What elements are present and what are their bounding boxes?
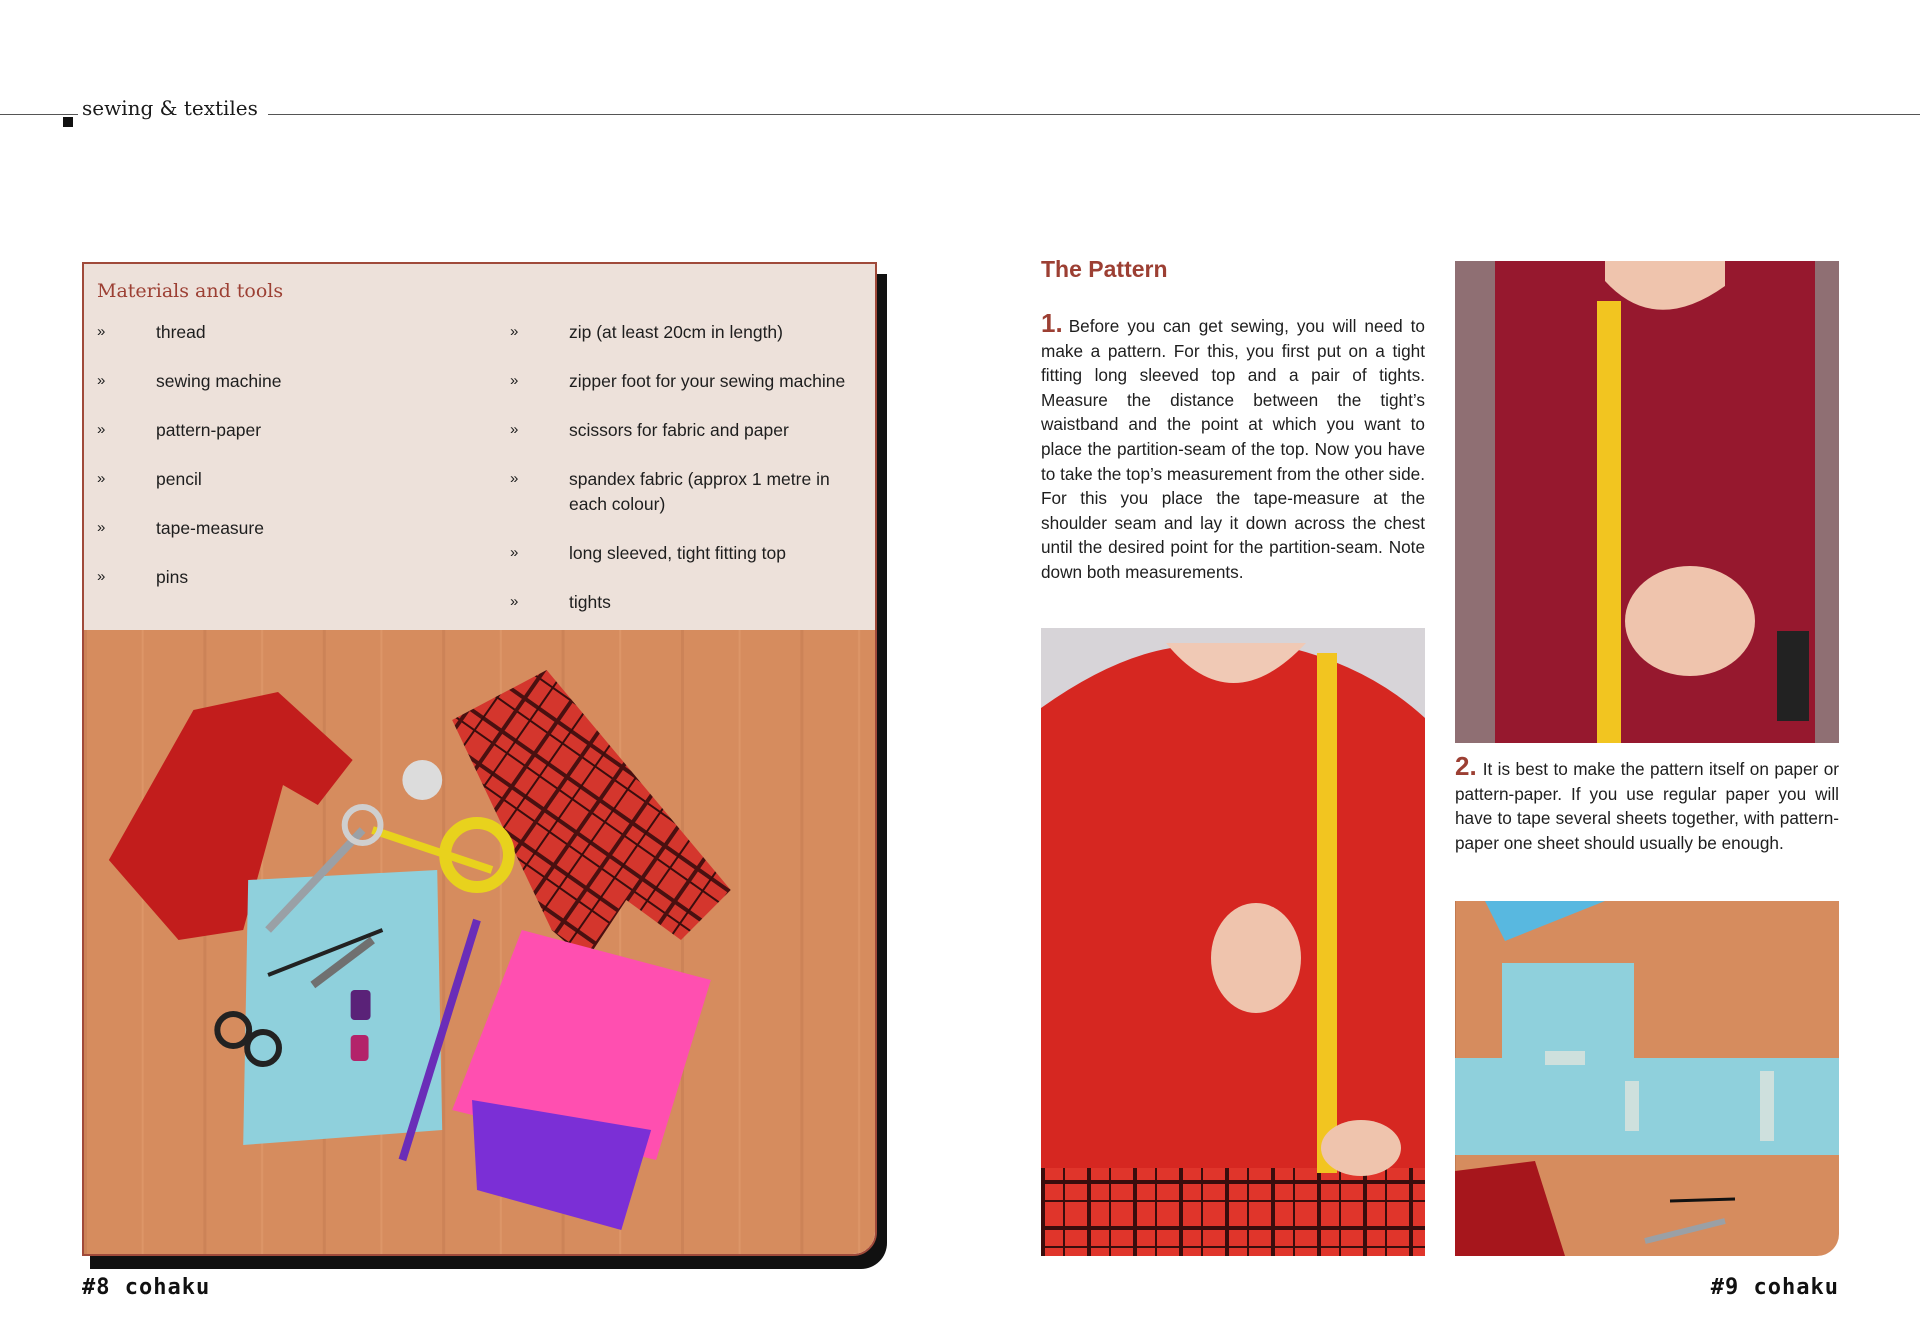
list-item-label: pattern-paper <box>156 420 262 440</box>
page-number-left: #8 cohaku <box>82 1275 211 1300</box>
bullet-icon: » <box>510 323 519 340</box>
header-marker <box>63 117 73 127</box>
step-1-paragraph <box>1041 308 1425 585</box>
list-item <box>510 467 870 516</box>
step-number: 2. <box>1455 751 1477 781</box>
list-item <box>97 369 487 394</box>
list-item-label: long sleeved, tight fitting top <box>569 542 786 563</box>
list-item <box>97 418 487 443</box>
header-rule <box>0 114 1920 115</box>
list-item <box>510 541 870 566</box>
tools-photo <box>84 630 875 1256</box>
materials-box <box>84 264 875 630</box>
list-item <box>510 418 870 443</box>
materials-title: Materials and tools <box>97 280 284 302</box>
list-item-label: pins <box>156 567 189 587</box>
list-item <box>97 516 487 541</box>
page-number-right: #9 cohaku <box>1710 1275 1839 1300</box>
list-item <box>510 369 870 394</box>
materials-card <box>82 262 877 1256</box>
bullet-icon: » <box>510 543 519 561</box>
bullet-icon: » <box>510 470 519 487</box>
bullet-icon: » <box>510 421 519 438</box>
bullet-icon: » <box>97 323 106 340</box>
bullet-icon: » <box>97 470 106 487</box>
list-item <box>97 467 487 492</box>
bullet-icon: » <box>510 592 519 610</box>
step-2-paragraph <box>1455 751 1839 855</box>
pattern-paper-photo <box>1455 901 1839 1256</box>
materials-list-right <box>510 320 870 639</box>
step-text: It is best to make the pattern itself on paper or pattern-paper. If you use regular paper you will have to tape several sheets together, with pattern-paper one sheet should usually be enough. <box>1455 759 1839 853</box>
section-label: sewing & textiles <box>78 95 268 121</box>
measuring-photo-front <box>1041 628 1425 1256</box>
step-text: Before you can get sewing, you will need to make a pattern. For this, you first put on a tight fitting long sleeved top and a pair of tights. Measure the distance between the tight’s waistband and the point at which you want to place the partition-seam of the top. Now you have to take the top’s measurement from the other side. For this you place the tape-measure at the shoulder seam and lay it down across the chest until the desired point for the partition-seam. Note down both measurements. <box>1041 316 1425 582</box>
list-item <box>510 320 870 345</box>
materials-list-left <box>97 320 487 614</box>
list-item-label: tights <box>569 591 611 612</box>
bullet-icon: » <box>97 372 106 389</box>
list-item-label: spandex fabric (approx 1 metre in each colour) <box>569 469 830 514</box>
list-item-label: sewing machine <box>156 371 282 391</box>
bullet-icon: » <box>97 519 106 536</box>
bullet-icon: » <box>97 568 106 585</box>
step-number: 1. <box>1041 308 1063 338</box>
section-title: The Pattern <box>1041 256 1168 282</box>
list-item <box>510 590 870 615</box>
list-item-label: scissors for fabric and paper <box>569 420 789 440</box>
list-item-label: zipper foot for your sewing machine <box>569 371 846 391</box>
list-item-label: pencil <box>156 469 202 489</box>
list-item-label: thread <box>156 322 206 342</box>
list-item-label: tape-measure <box>156 518 264 538</box>
list-item <box>97 565 487 590</box>
bullet-icon: » <box>97 421 106 438</box>
bullet-icon: » <box>510 372 519 389</box>
list-item <box>97 320 487 345</box>
measuring-photo-shoulder <box>1455 261 1839 743</box>
list-item-label: zip (at least 20cm in length) <box>569 322 783 342</box>
